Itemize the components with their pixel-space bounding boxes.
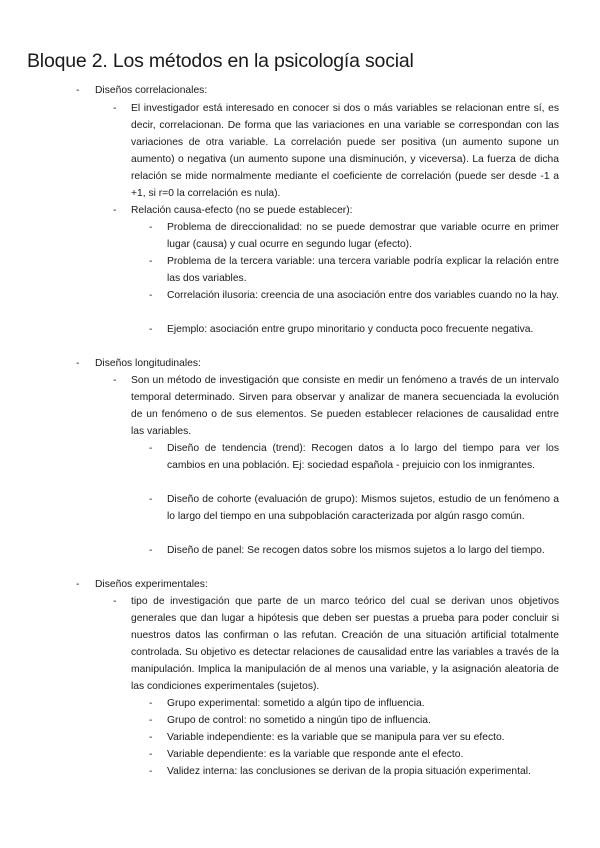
list-item-text: Ejemplo: asociación entre grupo minoritario y conducta poco frecuente negativa. bbox=[167, 324, 534, 335]
list-item bbox=[149, 287, 559, 304]
sub-heading-causa-efecto bbox=[113, 202, 559, 219]
bullet-dash: - bbox=[149, 766, 153, 777]
bullet-dash: - bbox=[149, 290, 153, 301]
list-item-text: Problema de direccionalidad: no se puede demostrar que variable ocurre en primer lugar (causa) y cual ocurre en segundo lugar (efecto). bbox=[167, 222, 559, 250]
bullet-dash: - bbox=[113, 103, 117, 114]
bullet-dash: - bbox=[149, 324, 153, 335]
paragraph-correlacionales bbox=[113, 100, 559, 202]
section-heading-text: Diseños correlacionales: bbox=[95, 85, 208, 96]
list-item-text: Diseño de cohorte (evaluación de grupo): Mismos sujetos, estudio de un fenómeno a lo largo del tiempo en una subpoblación caracterizada por algún rasgo común. bbox=[167, 494, 559, 522]
page-title: Bloque 2. Los métodos en la psicología social bbox=[27, 50, 414, 72]
list-item bbox=[149, 712, 559, 729]
list-item-text: Grupo experimental: sometido a algún tipo de influencia. bbox=[167, 698, 425, 709]
bullet-dash: - bbox=[149, 732, 153, 743]
bullet-dash: - bbox=[113, 375, 117, 386]
bullet-dash: - bbox=[149, 749, 153, 760]
list-item bbox=[149, 763, 559, 780]
bullet-dash: - bbox=[76, 358, 80, 369]
list-item bbox=[149, 321, 559, 338]
bullet-dash: - bbox=[113, 205, 117, 216]
paragraph-text: El investigador está interesado en conocer si dos o más variables se relacionan entre sí, es decir, correlacionan. De forma que las variaciones en una variable se correspondan con las variaciones de otra variable. La correlación puede ser positiva (un aumento supone un aumento) o negativa (un aumento supone una disminución, y viceversa). La fuerza de dicha relación se mide normalmente mediante el coeficiente de correlación (puede ser desde -1 a +1, si r=0 la correlación es nula). bbox=[131, 103, 559, 199]
list-item bbox=[149, 440, 559, 474]
bullet-dash: - bbox=[76, 85, 80, 96]
list-item-text: Variable dependiente: es la variable que responde ante el efecto. bbox=[167, 749, 464, 760]
list-item bbox=[149, 253, 559, 287]
bullet-dash: - bbox=[113, 596, 117, 607]
bullet-dash: - bbox=[149, 256, 153, 267]
bullet-dash: - bbox=[149, 222, 153, 233]
list-item-text: Diseño de panel: Se recogen datos sobre los mismos sujetos a lo largo del tiempo. bbox=[167, 545, 545, 556]
paragraph-experimentales bbox=[113, 593, 559, 695]
bullet-dash: - bbox=[149, 715, 153, 726]
list-item bbox=[149, 729, 559, 746]
sub-heading-text: Relación causa-efecto (no se puede establecer): bbox=[131, 205, 353, 216]
list-item bbox=[149, 491, 559, 525]
list-item-text: Variable independiente: es la variable que se manipula para ver su efecto. bbox=[167, 732, 505, 743]
list-item-text: Problema de la tercera variable: una tercera variable podría explicar la relación entre las dos variables. bbox=[167, 256, 559, 284]
list-item bbox=[149, 695, 559, 712]
list-item bbox=[149, 542, 559, 559]
paragraph-longitudinales bbox=[113, 372, 559, 440]
bullet-dash: - bbox=[149, 494, 153, 505]
section-heading-text: Diseños longitudinales: bbox=[95, 358, 201, 369]
list-item-text: Validez interna: las conclusiones se derivan de la propia situación experimental. bbox=[167, 766, 531, 777]
section-heading-text: Diseños experimentales: bbox=[95, 579, 208, 590]
bullet-dash: - bbox=[76, 579, 80, 590]
section-heading-correlacionales bbox=[76, 82, 556, 99]
bullet-dash: - bbox=[149, 443, 153, 454]
list-item-text: Correlación ilusoria: creencia de una asociación entre dos variables cuando no la hay. bbox=[167, 290, 559, 301]
bullet-dash: - bbox=[149, 545, 153, 556]
list-item-text: Diseño de tendencia (trend): Recogen datos a lo largo del tiempo para ver los cambios en una población. Ej: sociedad española - prejuicio con los inmigrantes. bbox=[167, 443, 559, 471]
paragraph-text: Son un método de investigación que consiste en medir un fenómeno a través de un intervalo temporal determinado. Sirven para observar y analizar de manera secuenciada la evolución de un fenómeno o de sus elementos. Se pueden establecer relaciones de causalidad entre las variables. bbox=[131, 375, 559, 437]
section-heading-longitudinales bbox=[76, 355, 556, 372]
bullet-dash: - bbox=[149, 698, 153, 709]
list-item-text: Grupo de control: no sometido a ningún tipo de influencia. bbox=[167, 715, 431, 726]
section-heading-experimentales bbox=[76, 576, 556, 593]
paragraph-text: tipo de investigación que parte de un marco teórico del cual se derivan unos objetivos generales que dan lugar a hipótesis que deben ser puestas a prueba para poder concluir si nuestros datos las confirman o las refutan. Creación de una situación artificial totalmente controlada. Su objetivo es detectar relaciones de causalidad entre las variables a través de la manipulación. Implica la manipulación de al menos una variable, y la asignación aleatoria de las condiciones experimentales (sujetos). bbox=[131, 596, 559, 692]
list-item bbox=[149, 746, 559, 763]
list-item bbox=[149, 219, 559, 253]
